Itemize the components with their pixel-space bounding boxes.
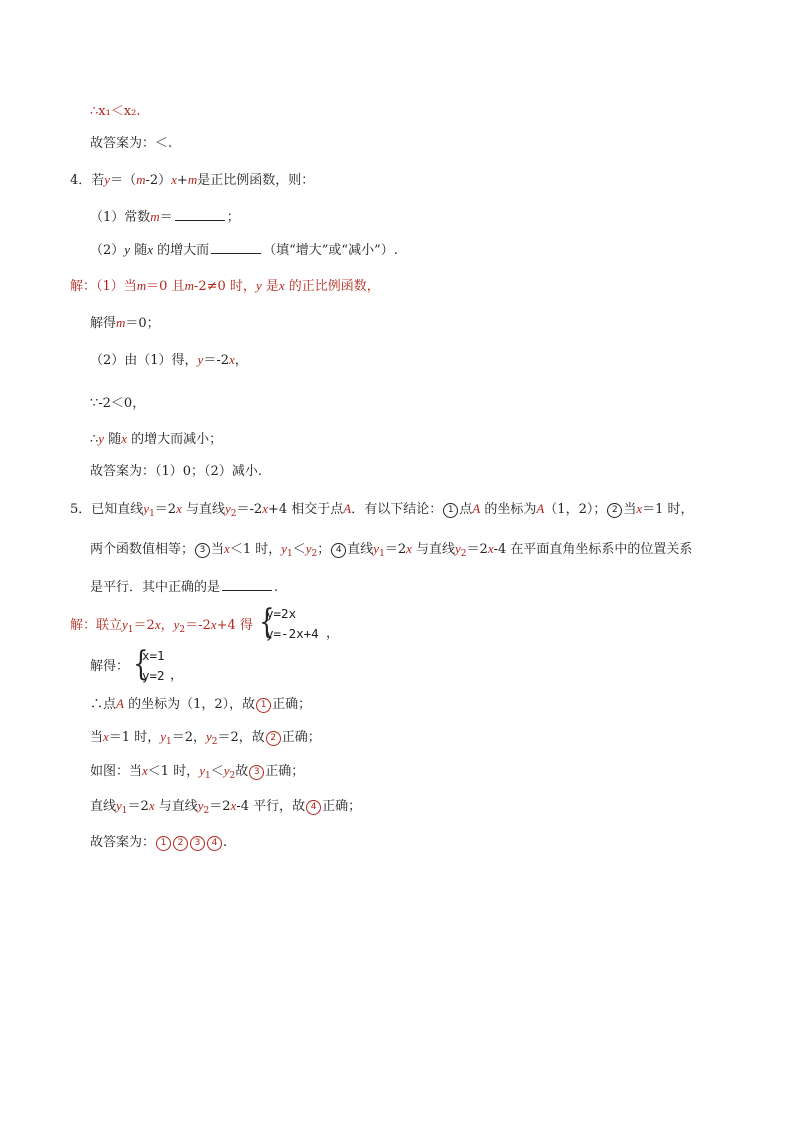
text: ．有以下结论： [351,502,443,517]
text: （2）由（1）得， [90,353,198,368]
var: y [199,763,205,778]
question-4 [70,170,314,191]
var: A [343,501,352,516]
solution-5-line-2 [90,657,129,677]
q5-number: 5．已知直线 [70,502,144,517]
var: y [197,798,204,813]
text: 与直线 [181,502,225,517]
solution-5-line-1 [70,615,253,636]
circled-2: 2 [607,503,622,518]
var: y [116,798,122,813]
text: 是正比例函数，则： [197,173,315,188]
text: ， [234,353,248,368]
text: ∵-2＜0， [90,396,146,411]
var: A [116,696,124,711]
text: ＜ [292,542,306,557]
var: y [255,278,262,293]
text: 的增大而减小； [126,432,223,447]
equation-system-2 [142,646,165,686]
text: ， [170,668,184,683]
sub: 2 [211,737,218,747]
text: ＝2 [209,799,231,814]
var: x [121,431,127,446]
var: m [150,209,160,224]
text: （填“增大”或“减小”）. [263,243,398,258]
text: ＝0； [125,316,160,331]
text: ， [160,618,174,633]
var: x [487,541,494,556]
text: 两个函数值相等； [90,542,195,557]
solution-4-line-1 [70,276,380,297]
solution-4-line-5 [90,429,222,450]
var: y [197,352,204,367]
var: y [305,541,312,556]
equation-bottom: y=-2x+4 [266,626,319,641]
text: ； [226,210,240,225]
var: A [472,501,481,516]
text: ＝-2 [185,618,211,633]
solution-4-line-4 [90,394,145,414]
answer-blank [211,241,261,254]
sub: 1 [287,549,293,559]
text: 故 [235,764,249,779]
question-4-part-1 [90,207,240,228]
circled-3: 3 [195,543,210,558]
text: ＝2 [384,542,407,557]
text: 随 [104,432,122,447]
solution-5-line-4 [90,727,321,748]
circled-2: 2 [266,731,281,746]
question-5-line-3 [90,578,278,598]
question-4-part-2 [90,240,398,261]
var: y [173,617,180,632]
circled-1: 1 [156,836,171,851]
text: ＜1 时， [229,542,282,557]
var: x [176,501,182,516]
text: 当 [623,502,637,517]
text: + [176,173,188,188]
sub: 2 [311,549,318,559]
text: . [274,580,279,595]
text: ＝2 [133,618,155,633]
text: ＝ [159,210,173,225]
var: y [455,541,461,556]
var: y [160,729,166,744]
circled-1: 1 [443,503,458,518]
text: 是平行．其中正确的是 [90,580,221,595]
text: 的正比例函数， [284,279,380,294]
answer-line-1 [90,134,172,154]
text: （1，2）； [544,502,607,517]
text: 点 [459,502,473,517]
question-5-line-2 [90,539,692,560]
circled-2: 2 [173,836,188,851]
brace-icon: { [259,602,275,642]
var: y [223,763,230,778]
text: ＜1 时， [147,764,200,779]
sub: 1 [121,806,128,816]
circled-3: 3 [249,765,264,780]
text: ＝2 [154,502,177,517]
var: x [171,172,177,187]
answer-blank [222,578,272,591]
text: 与直线 [411,542,456,557]
var: y [104,172,111,187]
text: 的坐标为（1，2），故 [123,697,256,712]
sub: 2 [460,549,467,559]
var: y [281,541,287,556]
solution-4-line-2 [90,313,160,334]
var: x [636,501,643,516]
text: 正确； [265,764,305,779]
var: m [136,278,147,293]
text: -4 平行，故 [236,799,306,814]
var: y [206,729,212,744]
solution-5-line-3 [90,694,311,715]
var: x [262,501,268,516]
var: y [143,501,150,516]
var: x [230,798,237,813]
solution-4-line-6 [90,462,262,482]
var: y [124,242,131,257]
equation-bottom: y=2 [142,668,165,683]
text: ， [326,626,340,641]
answer-text-1: 故答案为：＜. [90,136,173,151]
answer-text: 故答案为：（1）0；（2）减小. [90,464,262,479]
text: ＝0 且 [146,279,185,294]
text: 当 [211,542,225,557]
var: y [225,501,231,516]
text: 当 [90,730,104,745]
text: ＝-2 [203,353,229,368]
text: ＝-2 [236,502,263,517]
text: 直线 [90,799,117,814]
sub: 1 [379,549,385,559]
equation-top: y=2x [266,606,297,621]
sub: 2 [203,806,210,816]
text: 解：联立 [70,618,123,633]
sub: 1 [204,771,211,781]
text: +4 相交于点 [267,502,344,517]
answer-blank [175,208,225,221]
var: x [210,617,217,632]
text-x1-lt-x2: ∴x₁＜x₂. [90,104,141,119]
var: y [373,541,380,556]
var: m [116,315,126,330]
brace-icon: { [133,644,149,684]
circled-3: 3 [190,836,205,851]
text: ＝1 时， [642,502,694,517]
var: m [187,172,198,187]
text: 解得： [90,659,130,674]
text: ∴ [90,432,99,447]
text: ∴点 [90,697,117,712]
var: x [406,541,412,556]
text: 与直线 [154,799,198,814]
circled-4: 4 [331,543,346,558]
circled-4: 4 [306,800,321,815]
q4-number: 4．若 [70,173,105,188]
sub: 2 [179,625,186,635]
text: 正确； [281,730,321,745]
var: y [122,617,128,632]
text: -4 在平面直角坐标系中的位置关系 [493,542,693,557]
text: +4 得 [216,618,253,633]
equation-system-1 [266,604,319,644]
var: m [136,172,146,187]
question-5-line-1 [70,499,694,520]
circled-4: 4 [207,836,222,851]
solution-5-line-7 [90,833,227,853]
var: x [278,278,285,293]
text: 正确； [272,697,312,712]
var: x [229,352,235,367]
equation-top: x=1 [142,648,165,663]
sub: 1 [127,625,134,635]
text: ＝2 [127,799,149,814]
text: 的增大而 [152,243,210,258]
text: -2） [145,173,172,188]
text: 解：（1）当 [70,279,137,294]
text: 故答案为： [90,835,156,850]
solution-line-x1-lt-x2 [90,102,141,122]
var: x [147,242,153,257]
var: x [148,798,155,813]
text: 随 [130,243,148,258]
text: 解得 [90,316,117,331]
text: ＝2， [171,730,206,745]
var: y [98,431,105,446]
text: 是 [261,279,279,294]
circled-1: 1 [256,698,271,713]
text: ＜ [210,764,224,779]
system-2-comma [170,666,183,686]
sub: 1 [149,509,155,519]
var: m [184,278,194,293]
text: ＝2 [466,542,488,557]
text: 直线 [347,542,374,557]
var: x [154,617,161,632]
text: 的坐标为 [480,502,537,517]
var: x [142,763,148,778]
system-1-comma [326,624,339,644]
text: 如图：当 [90,764,143,779]
text: -2≠0 时， [193,279,256,294]
sub: 2 [230,509,237,519]
var: x [224,541,230,556]
text: ＝（ [110,173,137,188]
text: 正确； [322,799,362,814]
sub: 1 [165,737,172,747]
solution-5-line-5 [90,761,304,782]
text: （1）常数 [90,210,151,225]
text: . [223,835,228,850]
solution-4-line-3 [90,350,248,371]
sub: 2 [229,771,236,781]
var: A [536,501,545,516]
solution-5-line-6 [90,796,361,817]
text: ＝2，故 [217,730,265,745]
text: ； [317,542,331,557]
var: x [103,729,109,744]
text: （2） [90,243,125,258]
text: ＝1 时， [108,730,161,745]
